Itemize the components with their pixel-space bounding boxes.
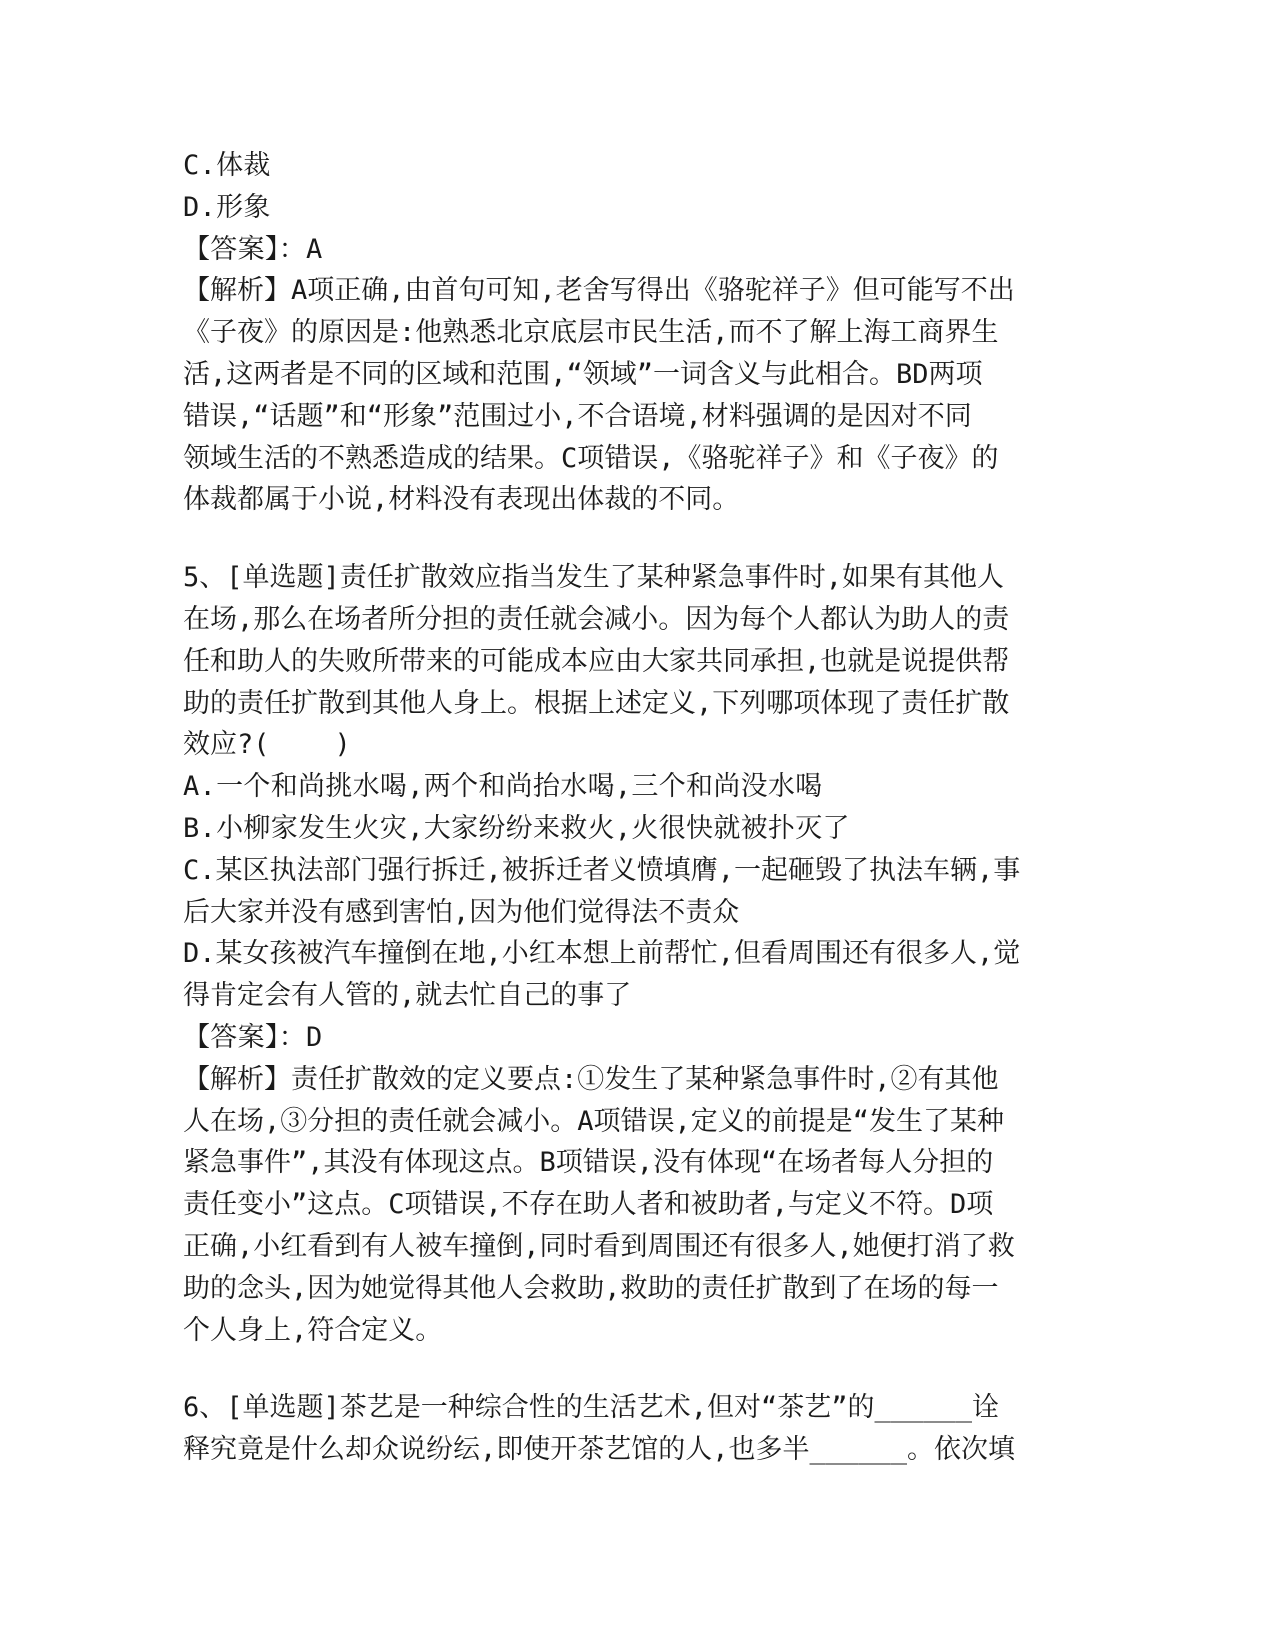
stem-line: 在场,那么在场者所分担的责任就会减小。因为每个人都认为助人的责 <box>183 603 1010 635</box>
option-c: C.体裁 <box>183 150 271 181</box>
analysis-line: 助的念头,因为她觉得其他人会救助,救助的责任扩散到了在场的每一 <box>183 1272 999 1304</box>
stem-line: 释究竟是什么却众说纷纭,即使开茶艺馆的人,也多半______。依次填 <box>183 1434 1016 1466</box>
analysis-line: 领域生活的不熟悉造成的结果。C项错误,《骆驼祥子》和《子夜》的 <box>183 442 999 474</box>
analysis-line: 体裁都属于小说,材料没有表现出体裁的不同。 <box>183 484 740 516</box>
analysis-line: 错误,“话题”和“形象”范围过小,不合语境,材料强调的是因对不同 <box>183 400 972 432</box>
stem-line: 6、[单选题]茶艺是一种综合性的生活艺术,但对“茶艺”的______诠 <box>183 1392 1000 1424</box>
analysis-line: 正确,小红看到有人被车撞倒,同时看到周围还有很多人,她便打消了救 <box>183 1230 1015 1262</box>
stem-line: 效应?( ) <box>183 729 351 761</box>
stem-line: 任和助人的失败所带来的可能成本应由大家共同承担,也就是说提供帮 <box>183 645 1010 677</box>
question-gap <box>183 1351 1088 1387</box>
answer-line: 【答案】：A <box>183 233 323 265</box>
option-d <box>183 933 1088 1017</box>
analysis-line: 责任变小”这点。C项错误,不存在助人者和被助者,与定义不符。D项 <box>183 1189 994 1221</box>
analysis-line: 【解析】A项正确,由首句可知,老舍写得出《骆驼祥子》但可能写不出 <box>183 275 1015 307</box>
analysis-paragraph <box>183 1059 1088 1352</box>
analysis-paragraph <box>183 270 1088 521</box>
option-line: 得肯定会有人管的,就去忙自己的事了 <box>183 980 632 1012</box>
question-stem <box>183 1387 1088 1471</box>
document-content <box>183 145 1088 1471</box>
analysis-line: 紧急事件”,其没有体现这点。B项错误,没有体现“在场者每人分担的 <box>183 1147 994 1179</box>
option-line: D.某女孩被汽车撞倒在地,小红本想上前帮忙,但看周围还有很多人,觉 <box>183 938 1021 970</box>
question-6 <box>183 1387 1088 1471</box>
question-stem <box>183 557 1088 766</box>
analysis-line: 人在场,③分担的责任就会减小。A项错误,定义的前提是“发生了某种 <box>183 1105 1005 1137</box>
stem-line: 助的责任扩散到其他人身上。根据上述定义,下列哪项体现了责任扩散 <box>183 687 1010 719</box>
option-d: D.形象 <box>183 191 271 223</box>
option-a: A.一个和尚挑水喝,两个和尚抬水喝,三个和尚没水喝 <box>183 771 823 803</box>
stem-line: 5、[单选题]责任扩散效应指当发生了某种紧急事件时,如果有其他人 <box>183 562 1005 594</box>
analysis-line: 活,这两者是不同的区域和范围,“领域”一词含义与此相合。BD两项 <box>183 358 983 390</box>
answer-line: 【答案】：D <box>183 1021 323 1053</box>
question-5 <box>183 557 1088 1351</box>
analysis-line: 《子夜》的原因是:他熟悉北京底层市民生活,而不了解上海工商界生 <box>183 317 999 349</box>
option-c <box>183 850 1088 934</box>
option-line: C.某区执法部门强行拆迁,被拆迁者义愤填膺,一起砸毁了执法车辆,事 <box>183 854 1021 886</box>
option-b: B.小柳家发生火灾,大家纷纷来救火,火很快就被扑灭了 <box>183 812 850 844</box>
question-gap <box>183 521 1088 557</box>
question-4 <box>183 145 1088 521</box>
analysis-line: 【解析】责任扩散效的定义要点:①发生了某种紧急事件时,②有其他 <box>183 1063 999 1095</box>
analysis-line: 个人身上,符合定义。 <box>183 1314 443 1346</box>
option-line: 后大家并没有感到害怕,因为他们觉得法不责众 <box>183 896 740 928</box>
